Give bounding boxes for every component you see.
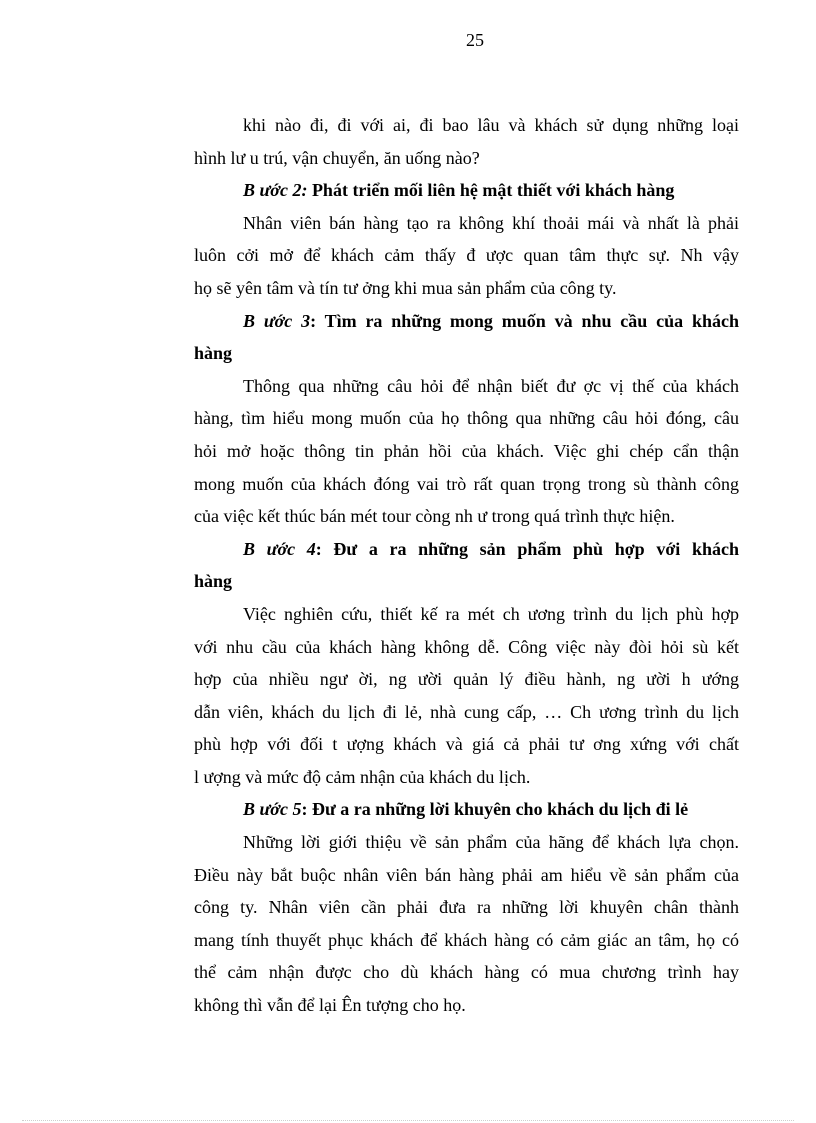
step-title: : Đư a ra những sản phẩm phù hợp với khách <box>315 538 739 559</box>
text-line: Nhân viên bán hàng tạo ra không khí thoải mái và nhất là phải <box>243 212 739 233</box>
text-line: Việc nghiên cứu, thiết kế ra mét ch ương trình du lịch phù hợp <box>243 603 739 624</box>
text-line: hình lư u trú, vận chuyển, ăn uống nào? <box>194 147 480 168</box>
text-line: với nhu cầu của khách hàng không dễ. Công việc này đòi hỏi sù kết <box>194 636 739 657</box>
step-title: Phát triển mối liên hệ mật thiết với khách hàng <box>307 180 675 201</box>
step-label: B ước 4 <box>243 538 316 559</box>
document-body <box>194 109 739 1022</box>
text-line: không thì vẫn để lại Ên tượng cho họ. <box>194 995 466 1016</box>
text-line: luôn cởi mở để khách cảm thấy đ ược quan tâm thực sự. Nh vậy <box>194 245 739 266</box>
text-line: Thông qua những câu hỏi để nhận biết đư ợc vị thế của khách <box>243 375 739 396</box>
step-heading <box>194 174 739 207</box>
step-title: : Đư a ra những lời khuyên cho khách du lịch đi lẻ <box>301 799 689 820</box>
step-heading <box>194 305 739 338</box>
text-line: phù hợp với đối t ượng khách và giá cả phải tư ơng xứng với chất <box>194 734 739 755</box>
text-line: họ sẽ yên tâm và tín tư ởng khi mua sản phẩm của công ty. <box>194 277 617 298</box>
text-line: của việc kết thúc bán mét tour còng nh ư trong quá trình thực hiện. <box>194 506 675 527</box>
step-label: B ước 5 <box>243 799 302 820</box>
step-label: B ước 2: <box>243 180 308 201</box>
step-heading-continuation: hàng <box>194 571 233 592</box>
page-number: 25 <box>466 30 484 50</box>
text-line: công ty. Nhân viên cần phải đưa ra những lời khuyên chân thành <box>194 897 739 918</box>
text-line: l ượng và mức độ cảm nhận của khách du lịch. <box>194 766 531 787</box>
text-line: mang tính thuyết phục khách để khách hàng có cảm giác an tâm, họ có <box>194 929 739 950</box>
text-line: Điều này bắt buộc nhân viên bán hàng phải am hiểu về sản phẩm của <box>194 864 739 885</box>
step-heading <box>194 533 739 566</box>
text-line: mong muốn của khách đóng vai trò rất quan trọng trong sù thành công <box>194 473 739 494</box>
text-line: thể cảm nhận được cho dù khách hàng có mua chương trình hay <box>194 962 739 983</box>
text-line: khi nào đi, đi với ai, đi bao lâu và khách sử dụng những loại <box>243 115 739 135</box>
step-label: B ước 3 <box>243 310 311 331</box>
text-line: hàng, tìm hiểu mong muốn của họ thông qua những câu hỏi đóng, câu <box>194 408 739 429</box>
step-heading-continuation: hàng <box>194 343 233 364</box>
page-bottom-divider <box>22 1120 794 1121</box>
text-line: Những lời giới thiệu về sản phẩm của hãng để khách lựa chọn. <box>243 832 739 853</box>
step-heading <box>194 793 739 826</box>
text-line: hợp của nhiều ngư ời, ng ười quản lý điều hành, ng ười h ướng <box>194 669 739 690</box>
text-line: hỏi mở hoặc thông tin phản hồi của khách. Việc ghi chép cẩn thận <box>194 440 739 461</box>
text-line: dẫn viên, khách du lịch đi lẻ, nhà cung cấp, … Ch ương trình du lịch <box>194 701 739 722</box>
step-title: : Tìm ra những mong muốn và nhu cầu của khách <box>310 310 739 331</box>
